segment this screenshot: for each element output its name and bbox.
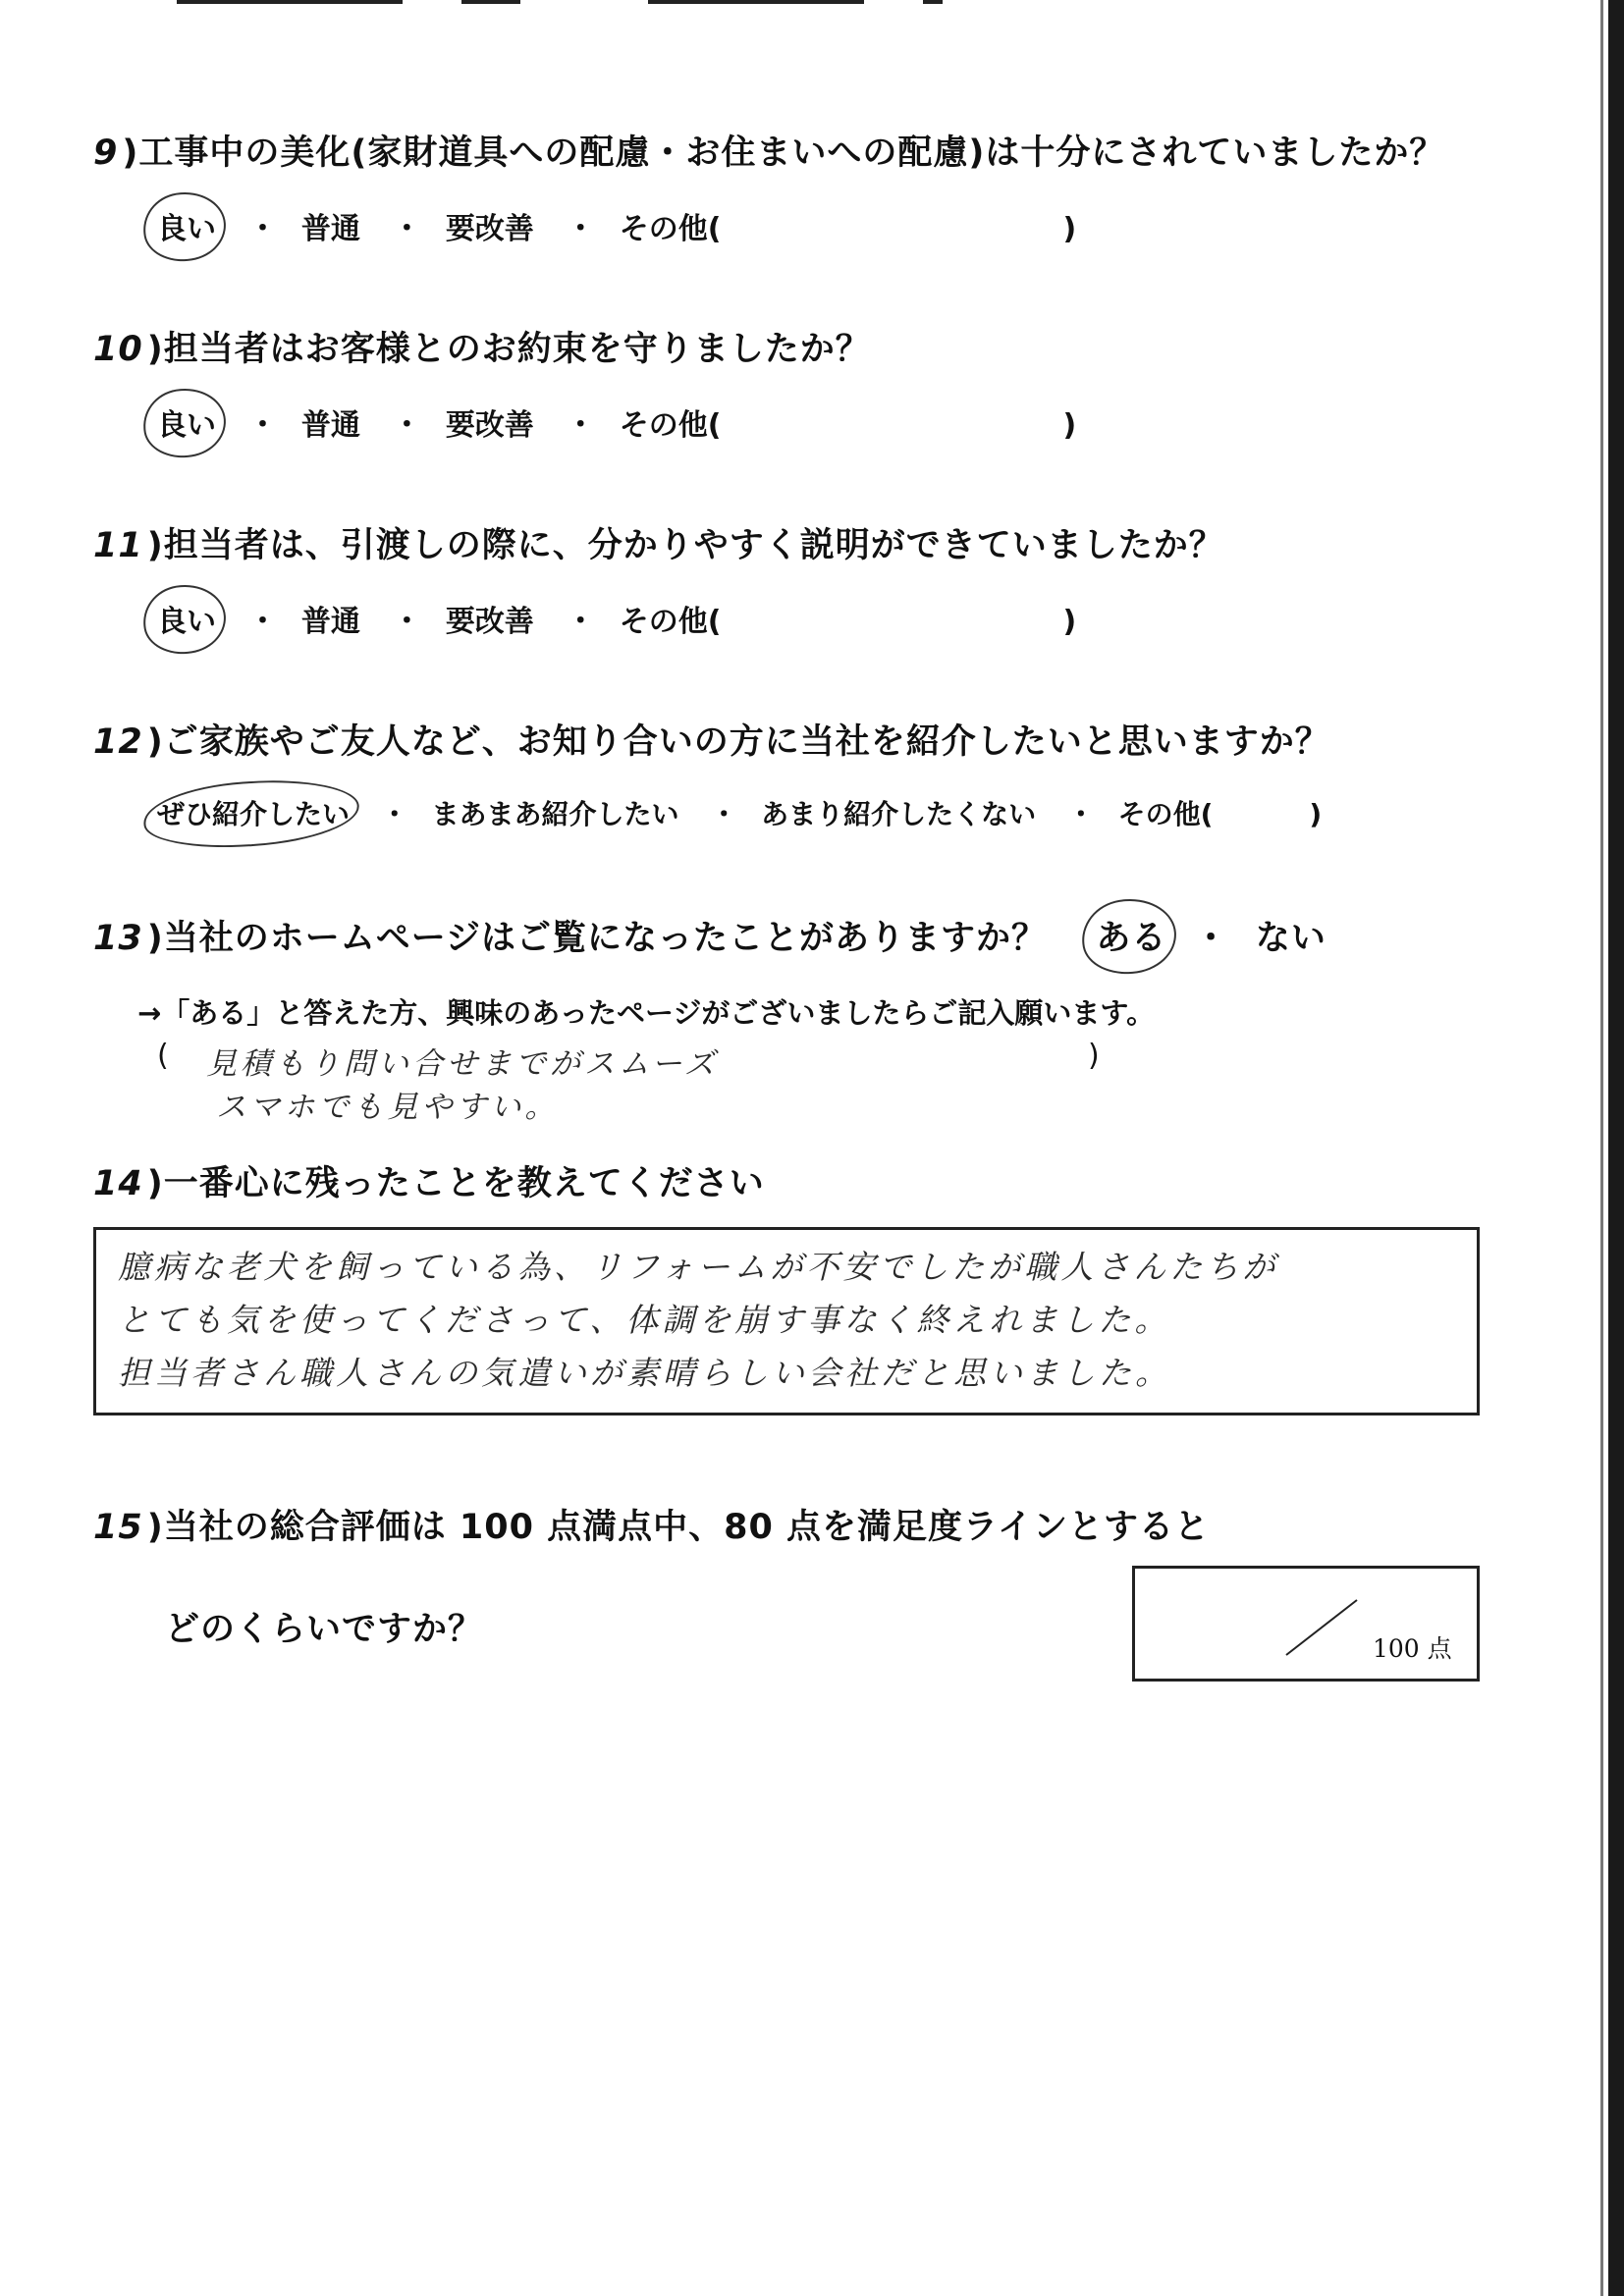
question-10-options: 良い ・ 普通 ・ 要改善 ・ その他( ) xyxy=(157,400,1076,444)
question-12: 12 )ご家族やご友人など、お知り合いの方に当社を紹介したいと思いますか？ xyxy=(93,722,1330,762)
handwritten-answer-line: とても気を使ってくださって、体調を崩す事なく終えれました。 xyxy=(118,1301,1171,1339)
question-14: 14 )一番心に残ったことを教えてください xyxy=(93,1164,765,1203)
option-good-selected[interactable]: 良い xyxy=(157,597,216,640)
question-9-options: 良い ・ 普通 ・ 要改善 ・ その他( ) xyxy=(157,204,1076,247)
option-normal[interactable]: 普通 xyxy=(300,605,360,639)
question-13-followup: →「ある」と答えた方、興味のあったページがございましたらご記入願います。 xyxy=(137,996,1156,1030)
option-normal[interactable]: 普通 xyxy=(300,212,360,246)
score-max-label: 100 点 xyxy=(1373,1634,1452,1663)
option-other[interactable]: その他( xyxy=(619,605,722,639)
option-yes-selected[interactable]: ある xyxy=(1096,911,1166,960)
option-other[interactable]: その他( xyxy=(619,408,722,443)
option-good-selected[interactable]: 良い xyxy=(157,400,216,444)
option-other[interactable]: その他( xyxy=(619,212,722,246)
option-needs-improvement[interactable]: 要改善 xyxy=(445,408,534,443)
option-no[interactable]: ない xyxy=(1255,919,1326,958)
handwritten-answer-line: 臆病な老犬を飼っている為、リフォームが不安でしたが職人さんたちが xyxy=(118,1248,1279,1286)
handwritten-answer-line: 担当者さん職人さんの気遣いが素晴らしい会社だと思いました。 xyxy=(118,1354,1171,1392)
question-15: 15 )当社の総合評価は 100 点満点中、80 点を満足度ラインとすると xyxy=(93,1508,1210,1547)
question-11: 11 )担当者は、引渡しの際に、分かりやすく説明ができていましたか？ xyxy=(93,526,1224,565)
score-box[interactable] xyxy=(1132,1566,1480,1682)
score-slash xyxy=(1282,1596,1361,1659)
option-normal[interactable]: 普通 xyxy=(300,408,360,443)
q13-handwritten-answer-line1: 見積もり問い合せまでがスムーズ xyxy=(206,1046,719,1082)
question-9: 9 )工事中の美化(家財道具への配慮・お住まいへの配慮)は十分にされていましたか？ xyxy=(93,133,1445,173)
scan-edge-line xyxy=(1600,0,1603,2296)
top-edge-marks xyxy=(177,0,1159,6)
option-somewhat-recommend[interactable]: まあまあ紹介したい xyxy=(431,798,679,830)
option-needs-improvement[interactable]: 要改善 xyxy=(445,605,534,639)
question-12-options: ぜひ紹介したい ・ まあまあ紹介したい ・ あまり紹介したくない ・ その他( ) xyxy=(157,793,1322,832)
q13-close-paren: ) xyxy=(1088,1039,1100,1073)
q13-handwritten-answer-line2: スマホでも見やすい。 xyxy=(216,1090,560,1125)
option-not-really-recommend[interactable]: あまり紹介したくない xyxy=(761,798,1037,830)
question-14-answer-box[interactable] xyxy=(93,1227,1480,1415)
question-10: 10 )担当者はお客様とのお約束を守りましたか？ xyxy=(93,330,871,369)
option-definitely-recommend-selected[interactable]: ぜひ紹介したい xyxy=(157,793,350,832)
scan-edge xyxy=(1608,0,1624,2296)
option-good-selected[interactable]: 良い xyxy=(157,204,216,247)
option-other[interactable]: その他( xyxy=(1117,798,1214,830)
question-15-line2: どのくらいですか？ xyxy=(165,1610,484,1649)
question-11-options: 良い ・ 普通 ・ 要改善 ・ その他( ) xyxy=(157,597,1076,640)
question-13: 13 )当社のホームページはご覧になったことがありますか？ ある ・ ない xyxy=(93,911,1326,960)
option-needs-improvement[interactable]: 要改善 xyxy=(445,212,534,246)
q13-open-paren: ( xyxy=(157,1039,169,1073)
